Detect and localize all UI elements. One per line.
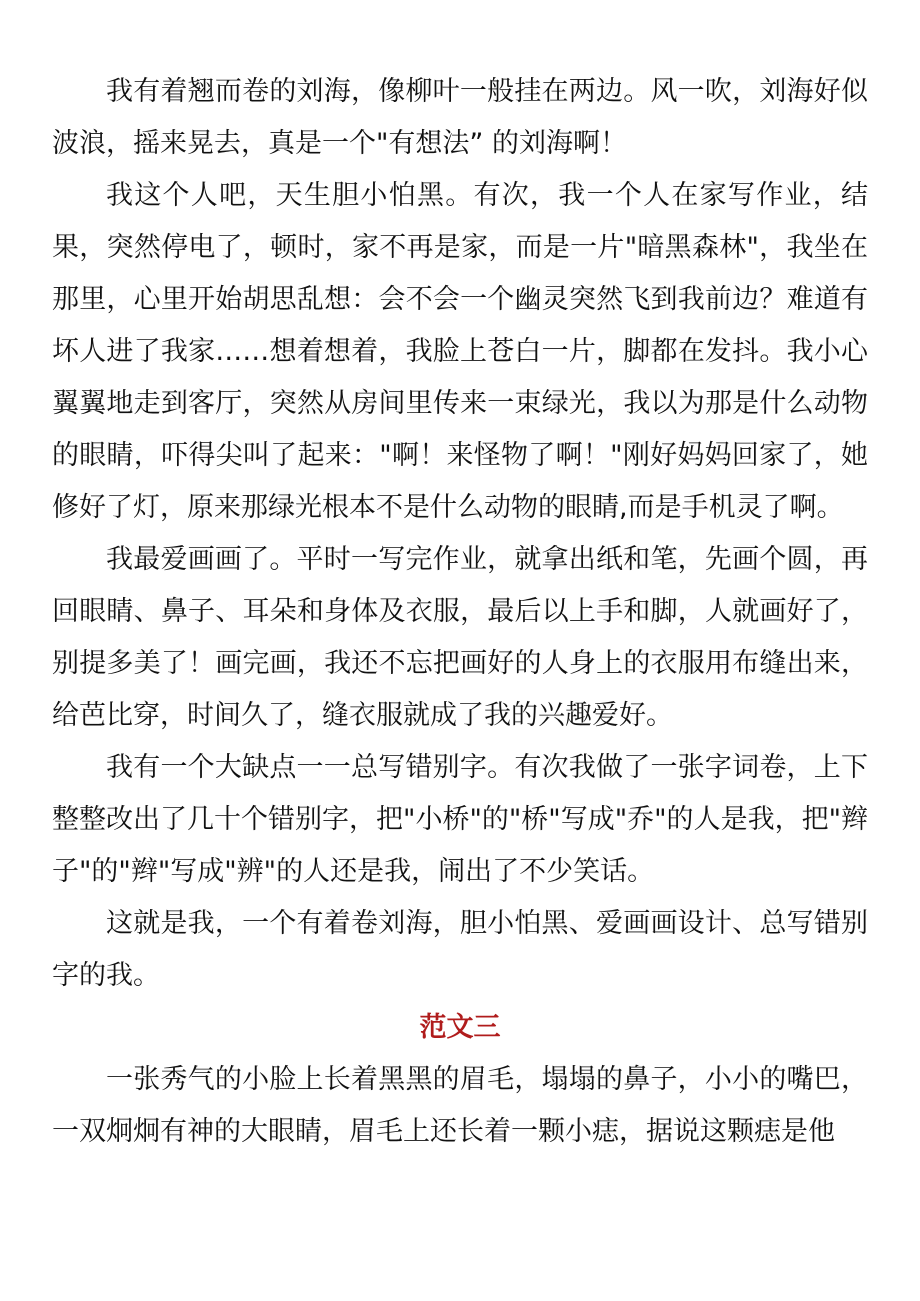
paragraph-typos: 我有一个大缺点一一总写错别字。有次我做了一张字词卷，上下整整改出了几十个错别字，把"小桥"的"桥"写成"乔"的人是我，把"辫子"的"辫"写成"辨"的人还是我，闹出了不少笑话。 bbox=[52, 752, 868, 887]
section-title: 范文三 bbox=[419, 1012, 501, 1043]
paragraph-bangs: 我有着翘而卷的刘海，像柳叶一般挂在两边。风一吹，刘海好似波浪，摇来晃去，真是一个"有想法” 的刘海啊！ bbox=[52, 76, 868, 159]
paragraph-summary: 这就是我，一个有着卷刘海，胆小怕黑、爱画画设计、总写错别字的我。 bbox=[52, 908, 868, 991]
document-page bbox=[52, 66, 868, 1158]
paragraph-essay-three-start: 一张秀气的小脸上长着黑黑的眉毛，塌塌的鼻子，小小的嘴巴，一双炯炯有神的大眼睛，眉毛上还长着一颗小痣，据说这颗痣是他 bbox=[52, 1064, 868, 1147]
paragraph-afraid-of-dark: 我这个人吧，天生胆小怕黑。有次，我一个人在家写作业，结果，突然停电了，顿时，家不再是家，而是一片"暗黑森林"，我坐在那里，心里开始胡思乱想：会不会一个幽灵突然飞到我前边？难道有坏人进了我家……想着想着，我脸上苍白一片，脚都在发抖。我小心翼翼地走到客厅，突然从房间里传来一束绿光，我以为那是什么动物的眼睛，吓得尖叫了起来："啊！来怪物了啊！"刚好妈妈回家了，她修好了灯，原来那绿光根本不是什么动物的眼睛,而是手机灵了啊。 bbox=[52, 180, 868, 523]
paragraph-drawing: 我最爱画画了。平时一写完作业，就拿出纸和笔，先画个圆，再回眼睛、鼻子、耳朵和身体及衣服，最后以上手和脚，人就画好了，别提多美了！画完画，我还不忘把画好的人身上的衣服用布缝出来，给芭比穿，时间久了，缝衣服就成了我的兴趣爱好。 bbox=[52, 544, 868, 731]
